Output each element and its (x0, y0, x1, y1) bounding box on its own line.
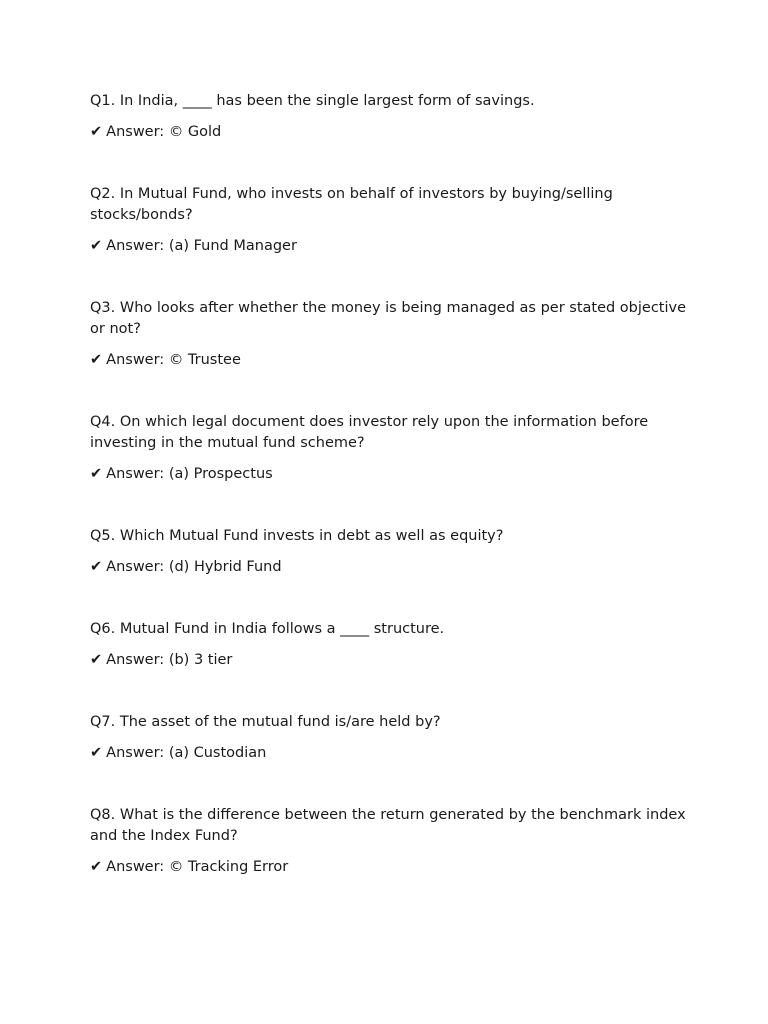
answer-text: (a) Custodian (168, 745, 267, 761)
answer-prefix: Answer: (106, 859, 165, 875)
answer-text: (d) Hybrid Fund (168, 559, 282, 575)
check-icon: ✔ (90, 124, 103, 140)
question-text: Q1. In India, ____ has been the single largest form of savings. (90, 93, 535, 109)
answer-prefix: Answer: (106, 559, 165, 575)
answer-prefix: Answer: (106, 745, 165, 761)
answer-prefix: Answer: (106, 238, 165, 254)
qa-item-3 (90, 298, 690, 371)
check-icon: ✔ (90, 352, 103, 368)
answer-text: © Tracking Error (168, 859, 289, 875)
answer-line (90, 857, 690, 878)
qa-item-4 (90, 412, 690, 485)
answer-text: (a) Fund Manager (168, 238, 297, 254)
answer-prefix: Answer: (106, 124, 165, 140)
qa-item-5 (90, 526, 690, 578)
question-text: Q4. On which legal document does investor rely upon the information before investing in the mutual fund scheme? (90, 414, 649, 451)
question-text: Q3. Who looks after whether the money is being managed as per stated objective or not? (90, 300, 687, 337)
question-text: Q8. What is the difference between the return generated by the benchmark index and the Index Fund? (90, 807, 686, 844)
question-text: Q7. The asset of the mutual fund is/are held by? (90, 714, 441, 730)
answer-line (90, 743, 690, 764)
answer-prefix: Answer: (106, 352, 165, 368)
answer-line (90, 236, 690, 257)
answer-prefix: Answer: (106, 466, 165, 482)
qa-item-8 (90, 805, 690, 878)
check-icon: ✔ (90, 652, 103, 668)
answer-line (90, 350, 690, 371)
answer-line (90, 650, 690, 671)
check-icon: ✔ (90, 559, 103, 575)
check-icon: ✔ (90, 466, 103, 482)
answer-text: © Gold (168, 124, 222, 140)
check-icon: ✔ (90, 238, 103, 254)
qa-item-1 (90, 91, 690, 143)
question-text: Q2. In Mutual Fund, who invests on behalf of investors by buying/selling stocks/bonds? (90, 186, 613, 223)
answer-prefix: Answer: (106, 652, 165, 668)
answer-line (90, 122, 690, 143)
answer-line (90, 557, 690, 578)
answer-line (90, 464, 690, 485)
answer-text: (b) 3 tier (168, 652, 233, 668)
check-icon: ✔ (90, 859, 103, 875)
question-text: Q6. Mutual Fund in India follows a ____ structure. (90, 621, 445, 637)
qa-item-7 (90, 712, 690, 764)
check-icon: ✔ (90, 745, 103, 761)
answer-text: (a) Prospectus (168, 466, 273, 482)
answer-text: © Trustee (168, 352, 241, 368)
quiz-document (90, 91, 690, 919)
question-text: Q5. Which Mutual Fund invests in debt as well as equity? (90, 528, 504, 544)
qa-item-6 (90, 619, 690, 671)
qa-item-2 (90, 184, 690, 257)
